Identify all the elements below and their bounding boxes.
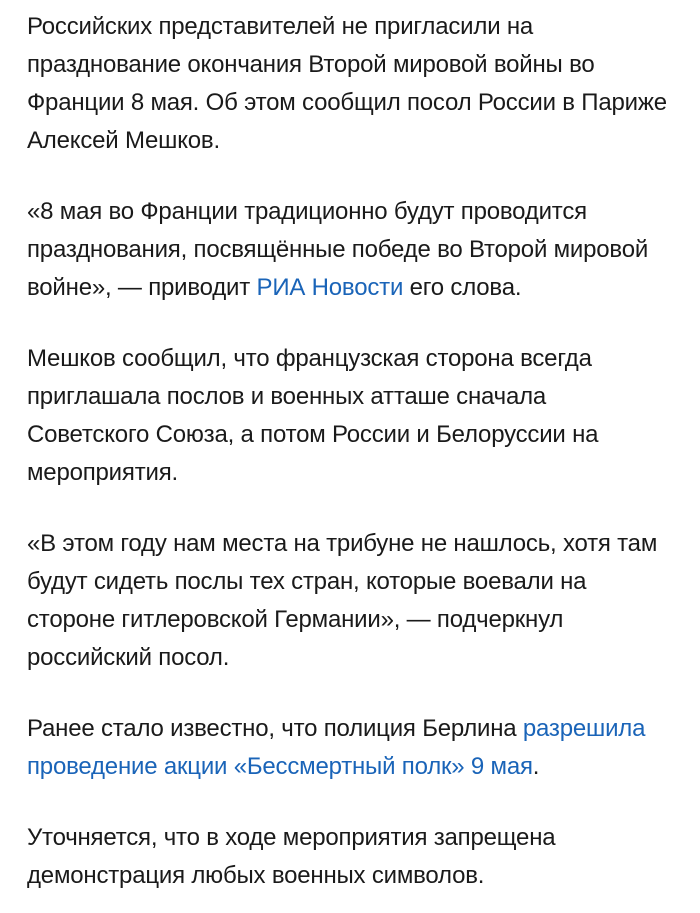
paragraph-6 (27, 819, 674, 895)
paragraph-2-text-end: его слова. (403, 274, 522, 301)
paragraph-4 (27, 525, 674, 677)
paragraph-3 (27, 340, 674, 492)
paragraph-5-text-start: Ранее стало известно, что полиция Берлина (27, 715, 523, 742)
paragraph-2-text-start: «8 мая во Франции традиционно будут проводится празднования, посвящённые победе во Второй мировой войне», — приводит (27, 198, 649, 301)
ria-novosti-link[interactable]: РИА Новости (256, 274, 404, 301)
paragraph-1 (27, 8, 674, 160)
paragraph-2 (27, 193, 674, 307)
paragraph-4-text: «В этом году нам места на трибуне не нашлось, хотя там будут сидеть послы тех стран, которые воевали на стороне гитлеровской Германии», — подчеркнул российский посол. (27, 530, 658, 671)
paragraph-3-text: Мешков сообщил, что французская сторона всегда приглашала послов и военных атташе сначала Советского Союза, а потом России и Белоруссии на мероприятия. (27, 345, 599, 486)
paragraph-6-text: Уточняется, что в ходе мероприятия запрещена демонстрация любых военных символов. (27, 824, 556, 889)
immortal-regiment-link[interactable]: разрешила проведение акции «Бессмертный полк» 9 мая (27, 715, 646, 780)
paragraph-5 (27, 710, 674, 786)
paragraph-1-text: Российских представителей не пригласили на празднование окончания Второй мировой войны во Франции 8 мая. Об этом сообщил посол России в Париже Алексей Мешков. (27, 13, 667, 154)
paragraph-5-text-end: . (532, 753, 540, 780)
